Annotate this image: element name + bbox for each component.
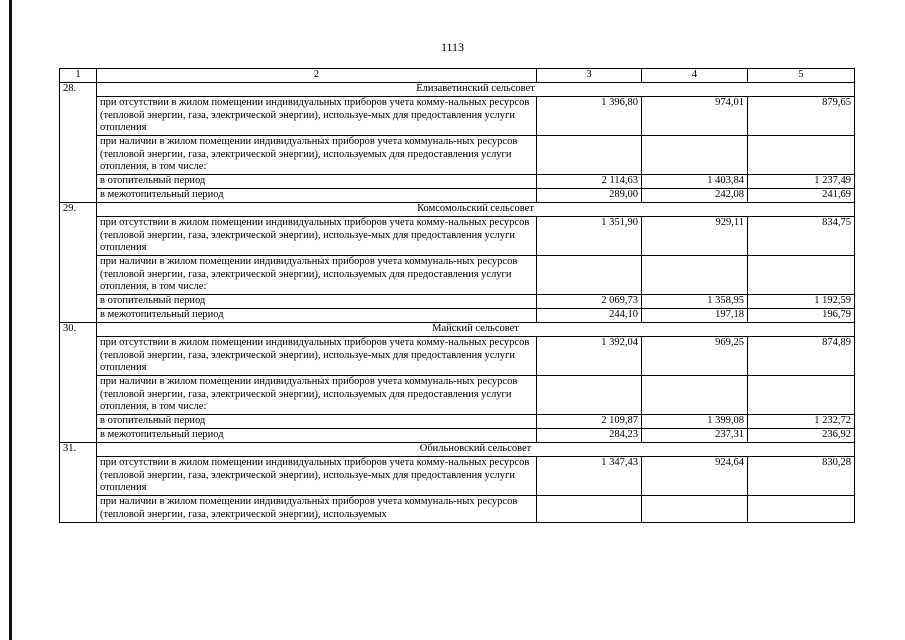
row-description: в отопительный период (97, 295, 537, 309)
row-description: при наличии в жилом помещении индивидуальных приборов учета коммуналь-ных ресурсов (тепловой энергии, газа, электрической энергии), используемых для предоставления услуги отопления, в том числе: (97, 376, 537, 415)
row-description: в межотопительный период (97, 309, 537, 323)
row-description: при наличии в жилом помещении индивидуальных приборов учета коммуналь-ных ресурсов (тепловой энергии, газа, электрической энергии), используемых для предоставления услуги отопления, в том числе: (97, 136, 537, 175)
settlement-name: Обильновский сельсовет (97, 443, 855, 457)
row-description: при наличии в жилом помещении индивидуальных приборов учета коммуналь-ных ресурсов (тепловой энергии, газа, электрической энергии), используемых (97, 496, 537, 523)
value-col-3: 1 347,43 (537, 457, 642, 496)
settlement-row (60, 443, 855, 457)
empty-cell (642, 136, 748, 175)
section-number: 29. (60, 203, 97, 323)
value-col-5: 196,79 (748, 309, 855, 323)
value-col-4: 242,08 (642, 189, 748, 203)
scan-edge (9, 0, 12, 640)
row-description: в отопительный период (97, 415, 537, 429)
value-col-3: 2 114,63 (537, 175, 642, 189)
empty-cell (748, 376, 855, 415)
empty-cell (537, 496, 642, 523)
empty-cell (537, 376, 642, 415)
value-col-4: 197,18 (642, 309, 748, 323)
header-col-4: 4 (642, 69, 748, 83)
settlement-row (60, 323, 855, 337)
value-col-5: 874,89 (748, 337, 855, 376)
value-col-4: 1 358,95 (642, 295, 748, 309)
value-col-5: 1 237,49 (748, 175, 855, 189)
table-row (60, 415, 855, 429)
settlement-name: Майский сельсовет (97, 323, 855, 337)
settlement-row (60, 83, 855, 97)
header-row (60, 69, 855, 83)
value-col-4: 969,25 (642, 337, 748, 376)
tariff-table (59, 68, 855, 523)
header-col-5: 5 (748, 69, 855, 83)
section-number: 31. (60, 443, 97, 523)
value-col-3: 289,00 (537, 189, 642, 203)
value-col-3: 284,23 (537, 429, 642, 443)
empty-cell (642, 496, 748, 523)
value-col-4: 929,11 (642, 217, 748, 256)
value-col-3: 244,10 (537, 309, 642, 323)
settlement-name: Комсомольский сельсовет (97, 203, 855, 217)
value-col-5: 834,75 (748, 217, 855, 256)
value-col-3: 1 396,80 (537, 97, 642, 136)
section-number: 28. (60, 83, 97, 203)
header-col-1: 1 (60, 69, 97, 83)
settlement-name: Елизаветинский сельсовет (97, 83, 855, 97)
table-row (60, 136, 855, 175)
table-row (60, 175, 855, 189)
value-col-4: 1 403,84 (642, 175, 748, 189)
empty-cell (537, 136, 642, 175)
value-col-3: 2 109,87 (537, 415, 642, 429)
page-number: 1113 (440, 40, 465, 54)
value-col-3: 1 392,04 (537, 337, 642, 376)
value-col-3: 2 069,73 (537, 295, 642, 309)
table-row (60, 337, 855, 376)
empty-cell (642, 256, 748, 295)
value-col-5: 241,69 (748, 189, 855, 203)
row-description: при отсутствии в жилом помещении индивидуальных приборов учета комму-нальных ресурсов (тепловой энергии, газа, электрической энергии), используе-мых для предоставления услуги отопления (97, 217, 537, 256)
table-row (60, 309, 855, 323)
empty-cell (748, 136, 855, 175)
empty-cell (537, 256, 642, 295)
empty-cell (748, 256, 855, 295)
table-row (60, 496, 855, 523)
table-row (60, 189, 855, 203)
value-col-4: 924,64 (642, 457, 748, 496)
empty-cell (748, 496, 855, 523)
header-col-2: 2 (97, 69, 537, 83)
header-col-3: 3 (537, 69, 642, 83)
value-col-5: 879,65 (748, 97, 855, 136)
table-row (60, 256, 855, 295)
row-description: при наличии в жилом помещении индивидуальных приборов учета коммуналь-ных ресурсов (тепловой энергии, газа, электрической энергии), используемых для предоставления услуги отопления, в том числе: (97, 256, 537, 295)
value-col-5: 830,28 (748, 457, 855, 496)
table-row (60, 295, 855, 309)
value-col-4: 974,01 (642, 97, 748, 136)
row-description: в отопительный период (97, 175, 537, 189)
value-col-5: 1 232,72 (748, 415, 855, 429)
value-col-5: 236,92 (748, 429, 855, 443)
section-number: 30. (60, 323, 97, 443)
row-description: в межотопительный период (97, 429, 537, 443)
row-description: в межотопительный период (97, 189, 537, 203)
value-col-4: 237,31 (642, 429, 748, 443)
row-description: при отсутствии в жилом помещении индивидуальных приборов учета комму-нальных ресурсов (тепловой энергии, газа, электрической энергии), используе-мых для предоставления услуги отопления (97, 457, 537, 496)
empty-cell (642, 376, 748, 415)
settlement-row (60, 203, 855, 217)
row-description: при отсутствии в жилом помещении индивидуальных приборов учета комму-нальных ресурсов (тепловой энергии, газа, электрической энергии), используе-мых для предоставления услуги отопления (97, 97, 537, 136)
value-col-3: 1 351,90 (537, 217, 642, 256)
table-row (60, 376, 855, 415)
value-col-5: 1 192,59 (748, 295, 855, 309)
table-row (60, 457, 855, 496)
value-col-4: 1 399,08 (642, 415, 748, 429)
table-row (60, 217, 855, 256)
table-row (60, 429, 855, 443)
row-description: при отсутствии в жилом помещении индивидуальных приборов учета комму-нальных ресурсов (тепловой энергии, газа, электрической энергии), используе-мых для предоставления услуги отопления (97, 337, 537, 376)
table-row (60, 97, 855, 136)
